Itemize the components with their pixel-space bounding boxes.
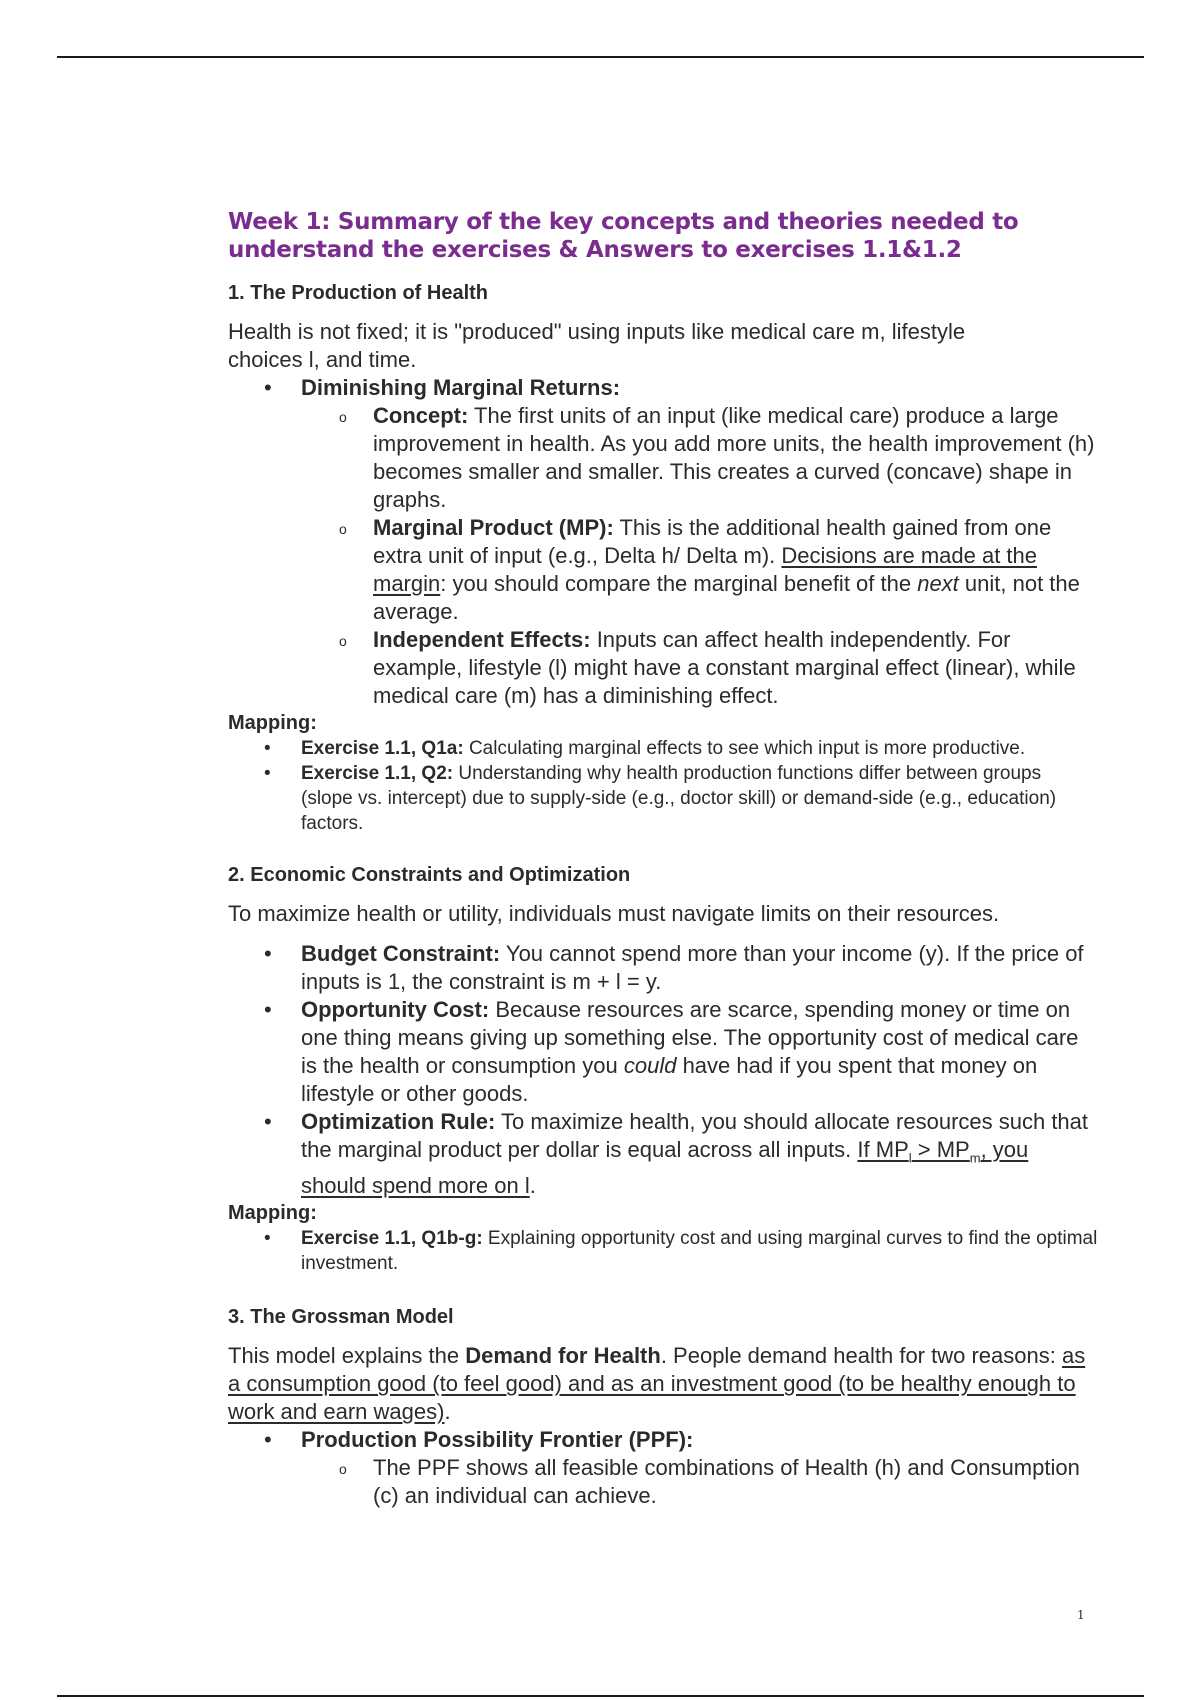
section-heading-grossman: 3. The Grossman Model — [228, 1306, 454, 1329]
list-item: o Marginal Product (MP): This is the additional health gained from one extra unit of input (e.g., Delta h/ Delta m). Decisions are made at the margin: you should compare the marginal benefit of the next unit, not the average. — [228, 514, 1098, 626]
section-intro: To maximize health or utility, individuals must navigate limits on their resources. — [228, 901, 1000, 926]
sub-list — [301, 402, 1098, 710]
mapping-list — [228, 1226, 1098, 1276]
page-number: 1 — [1077, 1608, 1085, 1622]
header-rule — [57, 56, 1144, 58]
list-item: o Concept: The first units of an input (like medical care) produce a large improvement in health. As you add more units, the health improvement (h) becomes smaller and smaller. This creates a curved (concave) shape in graphs. — [228, 402, 1098, 514]
list-item: o The PPF shows all feasible combinations of Health (h) and Consumption (c) an individual can achieve. — [228, 1454, 1098, 1510]
sub-list — [301, 1454, 1098, 1510]
section-heading-constraints: 2. Economic Constraints and Optimization — [228, 864, 631, 886]
bullet-list — [228, 940, 1098, 1200]
list-item: • Exercise 1.1, Q2: Understanding why health production functions differ between groups (slope vs. intercept) due to supply-side (e.g., doctor skill) or demand-side (e.g., education) factors. — [228, 761, 1098, 836]
list-item: • Opportunity Cost: Because resources are scarce, spending money or time on one thing means giving up something else. The opportunity cost of medical care is the health or consumption you could have had if you spent that money on lifestyle or other goods. — [228, 996, 1098, 1108]
mapping-label: Mapping: — [228, 1202, 317, 1225]
list-item: o Independent Effects: Inputs can affect health independently. For example, lifestyle (l) might have a constant marginal effect (linear), while medical care (m) has a diminishing effect. — [228, 626, 1098, 710]
list-item: • Exercise 1.1, Q1b-g: Explaining opportunity cost and using marginal curves to find the optimal investment. — [228, 1226, 1098, 1276]
list-item: • Exercise 1.1, Q1a: Calculating marginal effects to see which input is more productive. — [228, 736, 1098, 761]
document-body — [228, 208, 1098, 1510]
list-item: • Diminishing Marginal Returns: o Concept: The first units of an input (like medical care) produce a large improvement in health. As you add more units, the health improvement (h) becomes smaller and smaller. This creates a curved (concave) shape in graphs. o Marginal Product (MP): This is the additional health gained from one extra unit of input (e.g., Delta h/ Delta m). Decisions are made at the margin: you should compare the marginal benefit of the next unit, not the average. o Independent Effects: Inputs can affect health independently. For example, lifestyle (l) might have a constant marginal effect (linear), while medical care (m) has a diminishing effect. — [228, 374, 1098, 710]
bullet-list — [228, 374, 1098, 710]
section-heading-production: 1. The Production of Health — [228, 282, 489, 304]
list-item: • Optimization Rule: To maximize health, you should allocate resources such that the marginal product per dollar is equal across all inputs. If $MP_l > MP_m$, you should spend more on l. — [228, 1108, 1098, 1200]
mapping-list — [228, 736, 1098, 836]
bullet-list — [228, 1426, 1098, 1510]
page-title: Week 1: Summary of the key concepts and theories needed to understand the exercises & Answers to exercises 1.1&1.2 — [228, 209, 1019, 263]
section-intro: Health is not fixed; it is "produced" using inputs like medical care m, lifestyle choices l, and time. — [228, 319, 966, 372]
section-intro: This model explains the Demand for Health. People demand health for two reasons: as a consumption good (to feel good) and as an investment good (to be healthy enough to work and earn wages). — [228, 1343, 1086, 1425]
footer-rule — [57, 1695, 1144, 1697]
mapping-label: Mapping: — [228, 712, 317, 734]
list-item: • Budget Constraint: You cannot spend more than your income (y). If the price of inputs is 1, the constraint is m + l = y. — [228, 940, 1098, 996]
list-item: • Production Possibility Frontier (PPF): o The PPF shows all feasible combinations of Health (h) and Consumption (c) an individual can achieve. — [228, 1426, 1098, 1510]
